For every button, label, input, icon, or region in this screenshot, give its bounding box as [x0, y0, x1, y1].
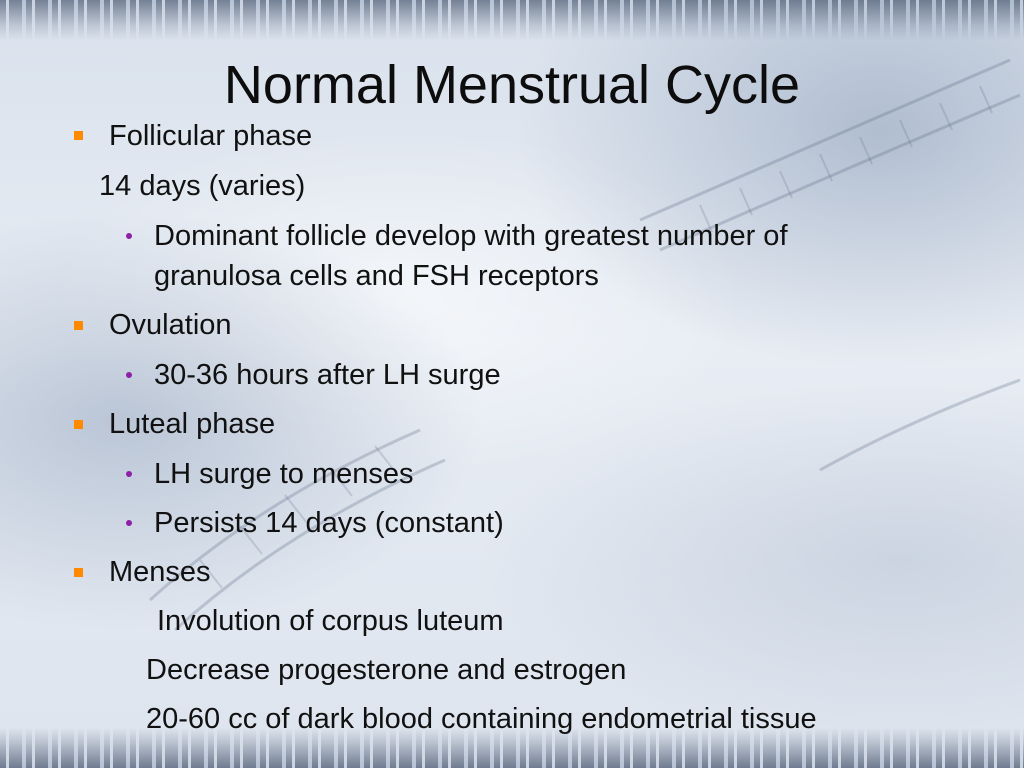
square-bullet-icon	[74, 568, 83, 577]
sub-bullet-persists: Persists 14 days (constant)	[154, 507, 504, 539]
dot-bullet-icon	[126, 233, 132, 239]
square-bullet-icon	[74, 321, 83, 330]
sub-bullet-dominant-follicle: Dominant follicle develop with greatest number of	[154, 220, 788, 252]
dot-bullet-icon	[126, 372, 132, 378]
menses-involution: Involution of corpus luteum	[157, 605, 504, 637]
bullet-ovulation: Ovulation	[109, 309, 232, 341]
follicular-duration: 14 days (varies)	[99, 170, 306, 202]
bullet-menses: Menses	[109, 556, 211, 588]
bullet-luteal-phase: Luteal phase	[109, 408, 276, 440]
slide-title: Normal Menstrual Cycle	[223, 55, 801, 115]
menses-blood-volume: 20-60 cc of dark blood containing endometrial tissue	[146, 703, 817, 735]
dot-bullet-icon	[126, 520, 132, 526]
sub-bullet-lh-surge: LH surge to menses	[154, 458, 414, 490]
sub-bullet-ovulation-timing: 30-36 hours after LH surge	[154, 359, 501, 391]
menses-hormone-decrease: Decrease progesterone and estrogen	[146, 654, 627, 686]
top-border-decoration	[0, 0, 1024, 40]
sub-bullet-dominant-follicle-cont: granulosa cells and FSH receptors	[154, 260, 599, 292]
square-bullet-icon	[74, 420, 83, 429]
dot-bullet-icon	[126, 471, 132, 477]
bullet-follicular-phase: Follicular phase	[109, 120, 313, 152]
square-bullet-icon	[74, 131, 83, 140]
